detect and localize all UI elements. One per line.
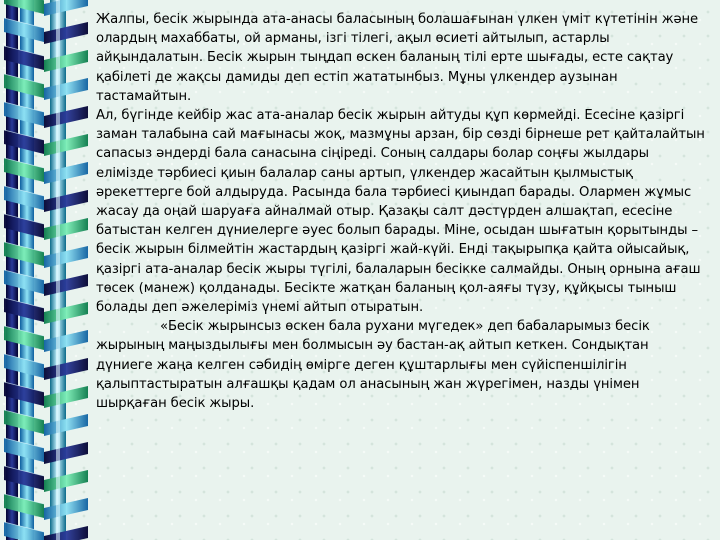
paragraph-1: Жалпы, бесік жырында ата-анасы баласының болашағынан үлкен үміт күтетінін және олардың махаббаты, ой арманы, ізгі тілегі, ақыл өсиеті айтылып, астарлы айқындалатын. Бесік жырын тыңдап өскен баланың тілі ерте шығады, есте сақтау қабілеті де жақсы дамиды деп естіп жататынбыз. Мұны үлкендер аузынан тастамайтын. (96, 12, 699, 104)
slide-text-body (96, 10, 708, 413)
paragraph-3: «Бесік жырынсыз өскен бала рухани мүгедек» деп бабаларымыз бесік жырының маңыздылығы мен болмысын әу бастан-ақ айтып кеткен. Сондықтан дүниеге жаңа келген сәбидің өмірге деген құштарлығы мен сүйіспеншілігін қалыптастыратын алғашқы қадам ол анасының жан жүрегімен, назды үнімен шырқаған бесік жыры. (96, 319, 650, 412)
paragraph-2: Ал, бүгінде кейбір жас ата-аналар бесік жырын айтуды құп көрмейді. Есесіне қазіргі заман талабына сай мағынасы жоқ, мазмұны арзан, бір сөзді бірнеше рет қайталайтын сапасыз әндерді бала санасына сіңіреді. Соның салдары болар соңғы жылдары елімізде тәрбиесі қиын балалар саны артып, үлкендер жасайтын қылмыстық әрекеттерге бой алдыруда. Расында бала тәрбиесі қиындап барады. Олармен жұмыс жасау да оңай шаруаға айналмай отыр. Қазақы салт дәстүрден алшақтап, есесіне батыстан келген дүниелерге әуес болып барады. Міне, осыдан шығатын қорытынды – бесік жырын білмейтін жастардың қазіргі жай-күйі. Енді тақырыпқа қайта ойысайық, қазіргі ата-аналар бесік жыры түгілі, балаларын бесікке салмайды. Оның орнына ағаш төсек (манеж) қолданады. Бесікте жатқан баланың қол-аяғы түзу, құйқысы тыныш болады деп әжелеріміз үнемі айтып отыратын. (96, 108, 705, 316)
left-border-ribbon-icon (0, 0, 100, 540)
